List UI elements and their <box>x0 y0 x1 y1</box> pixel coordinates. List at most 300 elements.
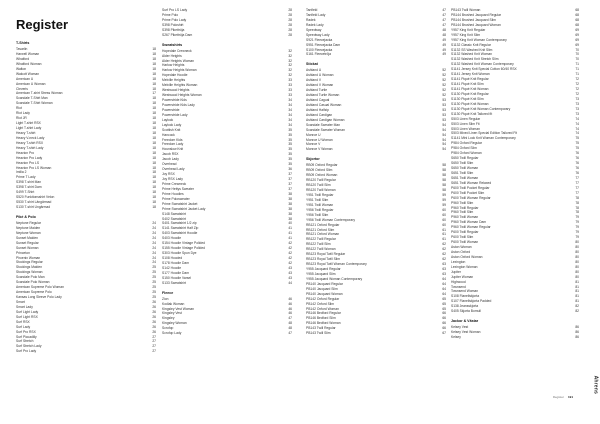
entry-name: Kansas Long Sleeve Polo Lady <box>16 295 62 299</box>
entry-page-number: 74 <box>575 126 579 131</box>
entry-page-number: 24 <box>152 245 156 250</box>
entry-name: Powerstride Kids Lady <box>162 102 195 107</box>
entry-name: Lexington <box>451 259 466 264</box>
entry-page-number: 54 <box>442 142 446 147</box>
brand-logo: Ahrens <box>592 375 598 394</box>
entry-page-number: 75 <box>575 141 579 146</box>
entry-page-number: 52 <box>442 93 446 98</box>
entry-name: Whalford Woman <box>16 61 42 66</box>
entry-page-number: 75 <box>575 136 579 141</box>
entry-page-number: 60 <box>442 217 446 222</box>
entry-page-number: 35 <box>288 137 292 142</box>
entry-page-number: 53 <box>442 117 446 122</box>
entry-name: American T-shirt Stress Woman <box>16 91 63 96</box>
entry-page-number: 42 <box>288 260 292 265</box>
entry-page-number: 68 <box>575 12 579 17</box>
entry-name: Kingsley Woman <box>162 321 187 326</box>
entry-name: Heavion Pro Lady <box>16 155 43 160</box>
entry-name: Heavion Pro LS Woman <box>16 165 52 170</box>
entry-page-number: 46 <box>288 311 292 316</box>
page-title: Register <box>16 17 69 32</box>
entry-name: S142 Hoodie <box>162 265 182 270</box>
entry-name: S1132 SS Washed Knit Slim <box>451 47 493 52</box>
entry-name: Zion <box>162 296 169 301</box>
entry-page-number: 52 <box>442 78 446 83</box>
entry-name: Alder Heights Woman <box>162 58 195 63</box>
entry-name: Jacob RSX <box>162 152 179 157</box>
entry-page-number: 64 <box>442 281 446 286</box>
entry-name: RB121 Oxford Regular <box>306 222 340 227</box>
entry-name: Scandale T-Shirt Woman <box>16 101 53 106</box>
entry-page-number: 82 <box>575 309 579 314</box>
entry-page-number: 35 <box>288 147 292 152</box>
entry-name: Freedom Lady <box>162 142 184 147</box>
entry-name: P984 Oxford Woman <box>451 151 482 156</box>
entry-name: Radek Lady <box>306 22 324 27</box>
entry-name: P960 Twill Woman Dam <box>451 220 487 225</box>
entry-page-number: 71 <box>575 67 579 72</box>
register-entry[interactable] <box>451 335 579 340</box>
entry-name: Harlow Heights Woman <box>162 68 197 73</box>
entry-page-number: 38 <box>288 216 292 221</box>
page-footer <box>553 395 573 399</box>
section-heading: Jackor & Västar <box>451 319 479 324</box>
entry-name: RB123 Royal Twill Regular <box>306 252 346 257</box>
entry-name: Townsend Woman <box>451 289 479 294</box>
entry-name: Neptune Woman <box>16 230 41 235</box>
entry-page-number: 64 <box>442 291 446 296</box>
entry-name: RB123 Royal Twill Woman Contemporary <box>306 262 367 267</box>
entry-name: Harlow Heights <box>162 63 185 68</box>
entry-name: Surf Stretch Lady <box>16 344 42 349</box>
entry-page-number: 71 <box>575 62 579 67</box>
entry-page-number: 58 <box>442 173 446 178</box>
entry-page-number: 24 <box>152 240 156 245</box>
entry-page-number: 47 <box>442 17 446 22</box>
entry-page-number: 24 <box>152 235 156 240</box>
entry-name: S161 Fleecetröja <box>306 52 331 57</box>
entry-page-number: 71 <box>575 72 579 77</box>
entry-page-number: 32 <box>288 53 292 58</box>
entry-page-number: 81 <box>575 284 579 289</box>
entry-name: S401 Sweatshirt 1/2 zip <box>162 221 197 226</box>
section-heading: T-Shirts <box>16 41 30 45</box>
entry-page-number: 40 <box>288 221 292 226</box>
entry-name: S178 Hoodie Dam <box>162 260 189 265</box>
entry-name: Scandale Polo Man <box>16 275 45 280</box>
entry-name: Prime Hettys Sweater <box>162 186 194 191</box>
entry-page-number: 33 <box>288 78 292 83</box>
entry-name: Walton <box>16 66 27 71</box>
entry-page-number: 26 <box>152 314 156 319</box>
entry-page-number: 33 <box>288 88 292 93</box>
entry-page-number: 75 <box>575 146 579 151</box>
entry-name: Speedway Lady <box>306 32 330 37</box>
entry-page-number: 77 <box>575 180 579 185</box>
entry-page-number: 53 <box>442 112 446 117</box>
entry-page-number: 37 <box>288 186 292 191</box>
entry-name: PB144 Brushed Jacquard Slim <box>451 17 496 22</box>
entry-name: S1132 Washed Knit Stretch Slim <box>451 57 499 62</box>
entry-name: S499 T-Shirt <box>16 190 35 195</box>
entry-name: Aston Woman <box>451 245 472 249</box>
entry-page-number: 69 <box>575 27 579 32</box>
entry-name: Y955 Jacquard Slim <box>306 271 336 276</box>
entry-page-number: 34 <box>288 112 292 117</box>
entry-page-number: 60 <box>442 207 446 212</box>
entry-name: RB120 Twill Slim <box>306 183 331 188</box>
entry-page-number: 58 <box>442 178 446 183</box>
entry-name: Sunset Maiden <box>16 235 38 240</box>
entry-name: Joy RSX <box>162 172 175 177</box>
entry-name: Prime Polosweater <box>162 196 190 201</box>
entry-name: Prime Polo Lady <box>162 17 187 22</box>
register-column-4 <box>451 8 579 340</box>
entry-name: Y951 Twill Regular <box>306 192 334 197</box>
entry-page-number: 34 <box>288 102 292 107</box>
entry-page-number: 77 <box>575 185 579 190</box>
entry-page-number: 76 <box>575 161 579 166</box>
entry-page-number: 80 <box>575 254 579 259</box>
entry-page-number: 42 <box>288 246 292 251</box>
entry-name: P984 Oxford Slim <box>451 146 477 151</box>
entry-page-number: 81 <box>575 299 579 304</box>
entry-page-number: 66 <box>442 326 446 331</box>
footer-label: Register <box>552 395 564 399</box>
entry-name: Tavarlin <box>16 47 28 51</box>
entry-name: S402 Sweatshirt <box>162 216 187 221</box>
entry-name: P600 Twill Woman <box>451 240 479 245</box>
entry-page-number: 24 <box>152 255 156 260</box>
entry-page-number: 79 <box>575 235 579 240</box>
entry-page-number: 53 <box>442 98 446 102</box>
entry-name: P984 Oxford Regular <box>451 141 482 146</box>
entry-name: Hopedale Hoodie <box>162 73 188 78</box>
entry-name: Powerstride <box>162 107 180 112</box>
entry-name: S1130 Piqué Knit Woman Contemporary <box>451 106 511 111</box>
entry-page-number: 81 <box>575 279 579 284</box>
entry-name: S1132 Classic Knit Regular <box>451 42 491 47</box>
entry-name: P600 Twill Slim <box>451 235 474 240</box>
entry-name: Heavy T-shirt RSX <box>16 140 44 145</box>
entry-page-number: 35 <box>288 127 292 132</box>
register-entry[interactable] <box>16 205 156 210</box>
entry-page-number: 28 <box>288 32 292 37</box>
entry-name: Smart <box>16 299 25 304</box>
entry-page-number: 42 <box>288 251 292 256</box>
register-entry[interactable] <box>16 349 156 354</box>
entry-page-number: 70 <box>575 47 579 52</box>
entry-name: Monroe U <box>306 132 321 137</box>
entry-page-number: 72 <box>575 91 579 96</box>
page-number: 191 <box>567 395 573 399</box>
entry-page-number: 86 <box>575 330 579 335</box>
entry-page-number: 18 <box>152 111 156 116</box>
entry-name: Aston Oxford <box>451 249 471 254</box>
entry-name: RB122 Twill Woman <box>306 247 336 252</box>
register-entry[interactable] <box>162 331 292 336</box>
entry-name: Scandale Polo Woman <box>16 280 50 285</box>
entry-name: Aston Oxford Woman <box>451 254 483 259</box>
entry-page-number: 18 <box>152 86 156 91</box>
entry-name: P960 Twill Woman <box>451 215 479 220</box>
entry-page-number: 18 <box>152 116 156 121</box>
entry-page-number: 34 <box>288 98 292 102</box>
entry-name: Y956 Twill Slim <box>306 212 329 217</box>
entry-page-number: 77 <box>575 175 579 180</box>
entry-page-number: 18 <box>152 121 156 126</box>
entry-name: Melville Heights <box>162 78 186 83</box>
entry-page-number: 18 <box>152 135 156 140</box>
entry-name: S651 Twill Woman <box>451 175 479 180</box>
entry-page-number: 43 <box>288 275 292 280</box>
entry-name: Hounslow Knit <box>162 147 184 152</box>
entry-page-number: 47 <box>442 8 446 12</box>
entry-page-number: 18 <box>152 106 156 111</box>
entry-page-number: 46 <box>288 306 292 311</box>
entry-page-number: 32 <box>288 63 292 68</box>
entry-page-number: 66 <box>442 321 446 326</box>
entry-name: Riot JR <box>16 116 27 121</box>
entry-page-number: 48 <box>288 321 292 326</box>
entry-name: S303 Hoodie Spun Dye <box>162 251 197 256</box>
entry-page-number: 80 <box>575 245 579 249</box>
entry-name: Ashland V <box>306 78 322 83</box>
entry-name: S141 Sweatshirt Half Zip <box>162 226 199 231</box>
entry-name: Laylock <box>162 117 174 122</box>
entry-name: Prime Hoodies <box>162 191 184 196</box>
entry-name: Overhead Lady <box>162 167 185 172</box>
entry-name: Light T-shirt Lady <box>16 126 42 130</box>
entry-page-number: 37 <box>288 177 292 181</box>
entry-page-number: 58 <box>442 188 446 192</box>
register-entry[interactable] <box>306 52 446 57</box>
entry-page-number: 52 <box>442 88 446 93</box>
entry-page-number: 52 <box>442 73 446 78</box>
entry-name: Scandale T-Shirt Man <box>16 96 48 101</box>
entry-name: RB120 Twill Regular <box>306 178 336 183</box>
entry-page-number: 78 <box>575 205 579 210</box>
entry-page-number: 28 <box>288 27 292 32</box>
register-entry[interactable] <box>306 147 446 152</box>
entry-name: S1141 Mini Lock Knit Woman Contemporary <box>451 136 516 141</box>
entry-name: Ashland Turtle <box>306 88 328 93</box>
entry-page-number: 41 <box>288 231 292 236</box>
entry-page-number: 26 <box>152 329 156 334</box>
entry-name: Neptune Regular <box>16 220 41 225</box>
entry-name: S148 Sweatshirt <box>162 211 187 216</box>
entry-name: Scandale Sweater Man <box>306 122 341 127</box>
entry-page-number: 35 <box>288 157 292 162</box>
entry-name: Princeton <box>16 250 30 255</box>
entry-page-number: 47 <box>442 12 446 17</box>
entry-page-number: 60 <box>442 222 446 227</box>
entry-name: S503 Linen Slim Fit <box>451 121 480 126</box>
entry-page-number: 53 <box>442 107 446 112</box>
entry-name: Kingsley Vest <box>162 311 182 316</box>
entry-name: Y957 King Knit Slim <box>451 32 481 37</box>
entry-name: Y957 King Knit Woman Contemporary <box>451 37 507 42</box>
entry-name: PB142 Oxford Woman <box>306 306 339 311</box>
entry-name: Y956 Twill Woman Contemporary <box>306 217 355 222</box>
entry-name: Ashland Cagual <box>306 98 330 102</box>
entry-page-number: 54 <box>442 127 446 132</box>
entry-page-number: 35 <box>288 162 292 167</box>
entry-name: Freedom Kids <box>162 137 183 142</box>
entry-name: S100 Fleecejacka <box>306 47 333 52</box>
entry-name: S108 Flanellskjorta <box>451 294 480 299</box>
entry-page-number: 61 <box>442 237 446 242</box>
entry-page-number: 38 <box>288 196 292 201</box>
entry-name: Ashland Cardigan Woman <box>306 117 345 122</box>
section-heading: Fleece <box>162 290 174 295</box>
entry-name: Surf Stretch <box>16 339 34 344</box>
entry-page-number: 79 <box>575 225 579 230</box>
entry-name: RB123 Royal Twill Slim <box>306 257 341 262</box>
entry-name: Prime Sweatshirt Jacket <box>162 201 198 206</box>
entry-name: Smart Lady <box>16 304 33 309</box>
entry-name: Riot Lady <box>16 111 30 116</box>
entry-page-number: 33 <box>288 83 292 88</box>
entry-name: Y957 King Knit Regular <box>451 27 486 32</box>
entry-name: Ashland Cardigan <box>306 112 333 117</box>
entry-page-number: 86 <box>575 335 579 339</box>
entry-name: Surf Pro Lady <box>16 349 37 354</box>
entry-name: American U Woman <box>16 81 46 86</box>
entry-page-number: 18 <box>152 170 156 175</box>
entry-name: Westwood Heights Woman <box>162 93 202 98</box>
entry-page-number: 18 <box>152 200 156 205</box>
entry-page-number: 69 <box>575 32 579 37</box>
entry-name: Whalford <box>16 56 30 61</box>
entry-name: Hancock <box>162 132 175 137</box>
entry-page-number: 28 <box>288 8 292 12</box>
entry-page-number: 86 <box>575 325 579 330</box>
entry-page-number: 18 <box>152 140 156 145</box>
entry-page-number: 35 <box>288 132 292 137</box>
entry-page-number: 44 <box>288 280 292 285</box>
register-entry[interactable] <box>162 281 292 286</box>
entry-page-number: 32 <box>288 58 292 63</box>
entry-name: Ashland Halfzip <box>306 107 329 112</box>
entry-page-number: 74 <box>575 131 579 136</box>
entry-name: P960 Twill Slim <box>451 210 474 215</box>
entry-name: Surf Light RSX <box>16 314 38 319</box>
section-heading: Skjortor <box>306 157 320 162</box>
entry-name: Kelsey Vest <box>451 325 469 330</box>
entry-name: Hopedale Crewneck <box>162 48 192 53</box>
entry-page-number: 54 <box>442 122 446 127</box>
entry-page-number: 67 <box>442 331 446 336</box>
entry-page-number: 18 <box>152 150 156 155</box>
entry-page-number: 18 <box>152 71 156 76</box>
entry-page-number: 79 <box>575 215 579 220</box>
entry-page-number: 47 <box>288 316 292 321</box>
entry-name: Stockings Maiden <box>16 265 43 270</box>
entry-page-number: 18 <box>152 175 156 180</box>
entry-page-number: 34 <box>288 122 292 127</box>
entry-name: Prime T Lady <box>16 175 36 180</box>
entry-name: American Supreme Polo Woman <box>16 285 64 290</box>
entry-name: Alder Heights <box>162 53 182 58</box>
entry-name: Prime Sweatshirt Jacket Lady <box>162 206 206 211</box>
entry-name: Sunset Woman <box>16 245 39 250</box>
entry-page-number: 42 <box>288 241 292 246</box>
entry-name: S1141 Jersey Knit Woman <box>451 72 490 77</box>
entry-name: Ashland V Woman <box>306 83 334 88</box>
entry-name: Y951 Twill Slim <box>306 197 329 202</box>
entry-page-number: 80 <box>575 274 579 279</box>
entry-page-number: 18 <box>152 66 156 71</box>
entry-name: S405 Skjorta Bomull <box>451 309 481 314</box>
entry-name: Laylock Lady <box>162 122 182 127</box>
entry-page-number: 33 <box>288 93 292 98</box>
entry-name: Neptune Maiden <box>16 225 41 230</box>
entry-page-number: 65 <box>442 296 446 301</box>
entry-name: S1130 Piqué Knit Regular <box>451 91 489 96</box>
entry-name: PB140 Jacquard Woman <box>306 291 343 296</box>
entry-page-number: 59 <box>442 197 446 202</box>
entry-page-number: 26 <box>152 324 156 329</box>
entry-page-number: 47 <box>442 22 446 27</box>
entry-page-number: 70 <box>575 52 579 57</box>
entry-name: RB09 Oxford Woman <box>306 173 338 178</box>
entry-name: S403 Hoodie <box>162 236 182 241</box>
entry-name: S1141 Piqué Knit Woman <box>451 87 489 91</box>
entry-name: Walcott Woman <box>16 71 40 76</box>
entry-page-number: 80 <box>575 240 579 245</box>
entry-name: PB142 Oxford Regular <box>306 296 340 301</box>
entry-name: S1132 Washed Knit Woman <box>451 52 492 57</box>
entry-name: PB140 Jacquard Slim <box>306 286 338 291</box>
entry-name: Sunset Regular <box>16 240 39 245</box>
entry-page-number: 74 <box>575 121 579 126</box>
entry-name: Heavion Pro <box>16 150 35 155</box>
entry-name: Phoenix Woman <box>16 255 41 260</box>
entry-page-number: 46 <box>288 301 292 306</box>
register-entry[interactable] <box>162 33 292 38</box>
entry-name: Ashland U <box>306 68 322 73</box>
entry-page-number: 24 <box>152 260 156 265</box>
entry-page-number: 43 <box>288 270 292 275</box>
entry-page-number: 32 <box>288 48 292 53</box>
entry-name: Light T-shirt RSX <box>16 121 41 126</box>
entry-name: S1141 Piqué Knit Regular <box>451 77 489 82</box>
entry-name: S1132 Washed Knit Woman Contemporary <box>451 62 514 67</box>
entry-name: Harwell Woman <box>16 51 40 56</box>
entry-page-number: 18 <box>152 56 156 61</box>
entry-name: S503 Linen Woman <box>451 126 480 131</box>
register-entry[interactable] <box>306 331 446 336</box>
entry-page-number: 68 <box>575 17 579 22</box>
entry-page-number: 54 <box>442 132 446 137</box>
entry-name: Powerstride Lady <box>162 112 188 117</box>
entry-page-number: 37 <box>288 172 292 177</box>
entry-name: PB146 Bedford Regular <box>306 311 341 316</box>
entry-page-number: 53 <box>442 102 446 107</box>
entry-name: PB143 Twill Slim <box>306 331 331 336</box>
entry-page-number: 63 <box>442 271 446 276</box>
register-entry[interactable] <box>451 309 579 314</box>
entry-name: Overhead <box>162 162 177 167</box>
entry-page-number: 18 <box>152 180 156 185</box>
entry-page-number: 68 <box>575 8 579 12</box>
entry-page-number: 26 <box>152 309 156 314</box>
entry-page-number: 18 <box>152 195 156 200</box>
entry-page-number: 18 <box>152 96 156 101</box>
entry-page-number: 32 <box>288 68 292 73</box>
entry-page-number: 79 <box>575 220 579 225</box>
